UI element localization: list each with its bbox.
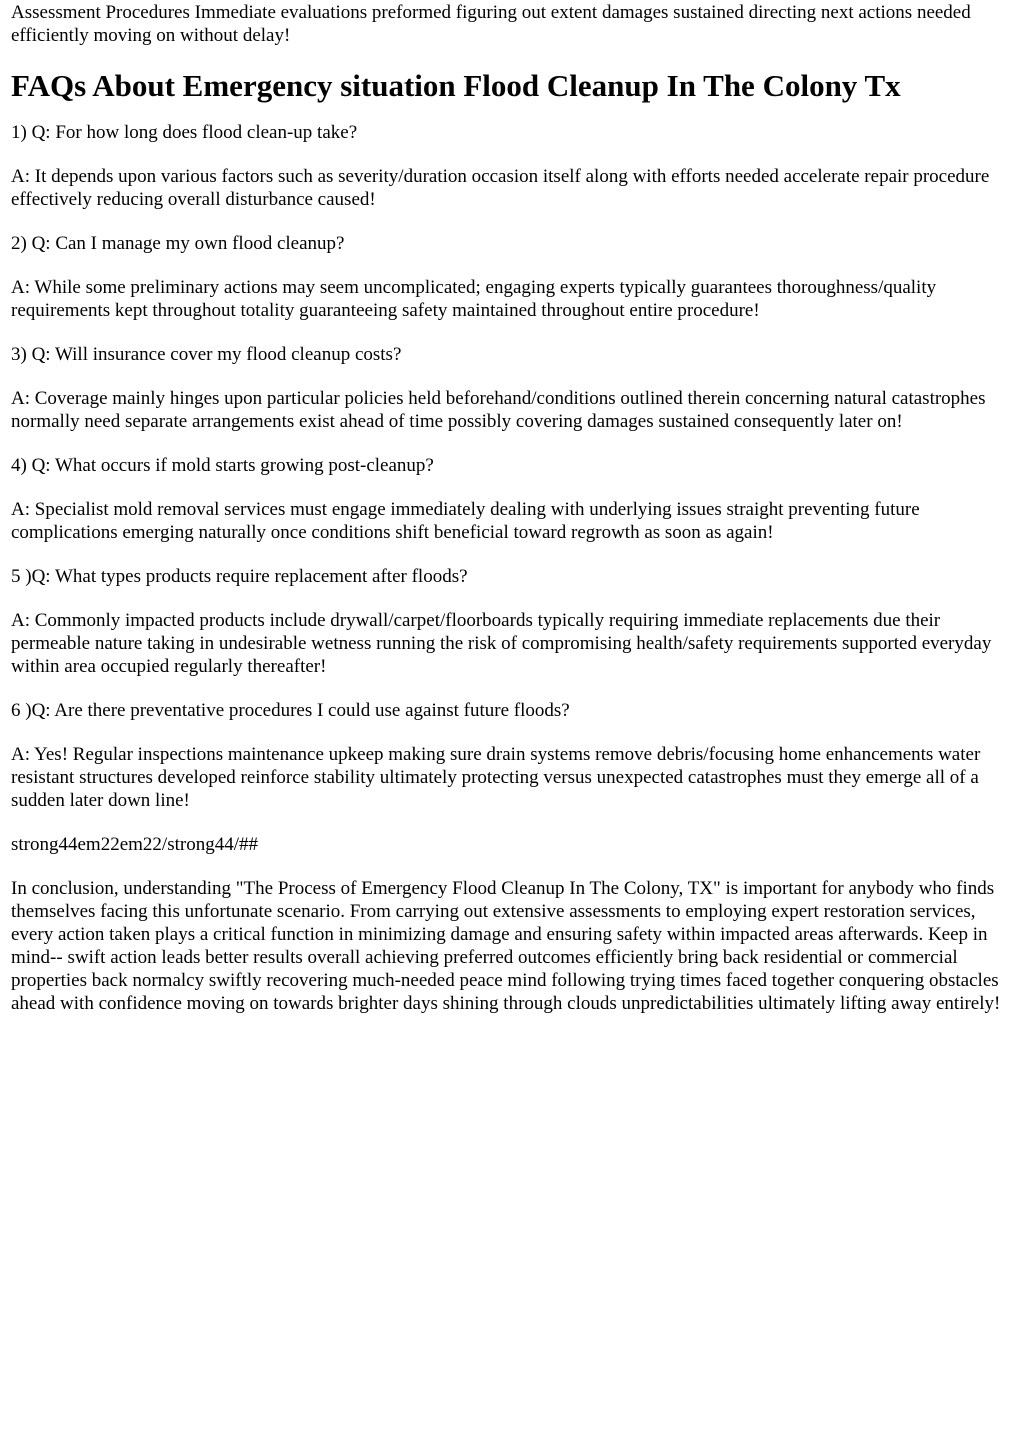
faq-answer: A: Coverage mainly hinges upon particular policies held beforehand/conditions outlined therein concerning natural catastrophes normally need separate arrangements exist ahead of time possibly covering damages sustained consequently later on! bbox=[11, 388, 986, 432]
faq-item bbox=[11, 699, 1011, 812]
faq-answer: A: Yes! Regular inspections maintenance upkeep making sure drain systems remove debris/focusing home enhancements water resistant structures developed reinforce stability ultimately protecting versus unexpected catastrophes must they emerge all of a sudden later down line! bbox=[11, 744, 981, 811]
faq-item bbox=[11, 343, 1011, 433]
faq-answer: A: Commonly impacted products include drywall/carpet/floorboards typically requiring immediate replacements due their permeable nature taking in undesirable wetness running the risk of compromising health/safety requirements supported everyday within area occupied regularly thereafter! bbox=[11, 610, 992, 677]
faq-answer: A: Specialist mold removal services must engage immediately dealing with underlying issues straight preventing future complications emerging naturally once conditions shift beneficial toward regrowth as soon as again! bbox=[11, 499, 920, 543]
faq-item bbox=[11, 454, 1011, 544]
stray-markup-line: strong44em22em22/strong44/## bbox=[11, 834, 258, 855]
faq-heading: FAQs About Emergency situation Flood Cleanup In The Colony Tx bbox=[11, 68, 901, 103]
faq-item bbox=[11, 565, 1011, 678]
intro-paragraph: Assessment Procedures Immediate evaluations preformed figuring out extent damages sustained directing next actions needed efficiently moving on without delay! bbox=[11, 2, 971, 46]
faq-question: 3) Q: Will insurance cover my flood cleanup costs? bbox=[11, 344, 402, 365]
faq-question: 2) Q: Can I manage my own flood cleanup? bbox=[11, 233, 345, 254]
faq-question: 1) Q: For how long does flood clean-up take? bbox=[11, 122, 358, 143]
faq-item bbox=[11, 121, 1011, 211]
faq-question: 4) Q: What occurs if mold starts growing post-cleanup? bbox=[11, 455, 434, 476]
faq-question: 6 )Q: Are there preventative procedures I could use against future floods? bbox=[11, 700, 570, 721]
faq-question: 5 )Q: What types products require replacement after floods? bbox=[11, 566, 468, 587]
faq-answer: A: While some preliminary actions may seem uncomplicated; engaging experts typically guarantees thoroughness/quality requirements kept throughout totality guaranteeing safety maintained throughout entire procedure! bbox=[11, 277, 937, 321]
article-body bbox=[11, 1, 1011, 1015]
conclusion-paragraph: In conclusion, understanding "The Process of Emergency Flood Cleanup In The Colony, TX" is important for anybody who finds themselves facing this unfortunate scenario. From carrying out extensive assessments to employing expert restoration services, every action taken plays a critical function in minimizing damage and ensuring safety within impacted areas afterwards. Keep in mind-- swift action leads better results overall achieving preferred outcomes efficiently bring back residential or commercial properties back normalcy swiftly recovering much-needed peace mind following trying times faced together conquering obstacles ahead with confidence moving on towards brighter days shining through clouds unpredictabilities ultimately lifting away entirely! bbox=[11, 878, 1001, 1014]
faq-item bbox=[11, 232, 1011, 322]
faq-answer: A: It depends upon various factors such as severity/duration occasion itself along with efforts needed accelerate repair procedure effectively reducing overall disturbance caused! bbox=[11, 166, 990, 210]
faq-list bbox=[11, 121, 1011, 812]
